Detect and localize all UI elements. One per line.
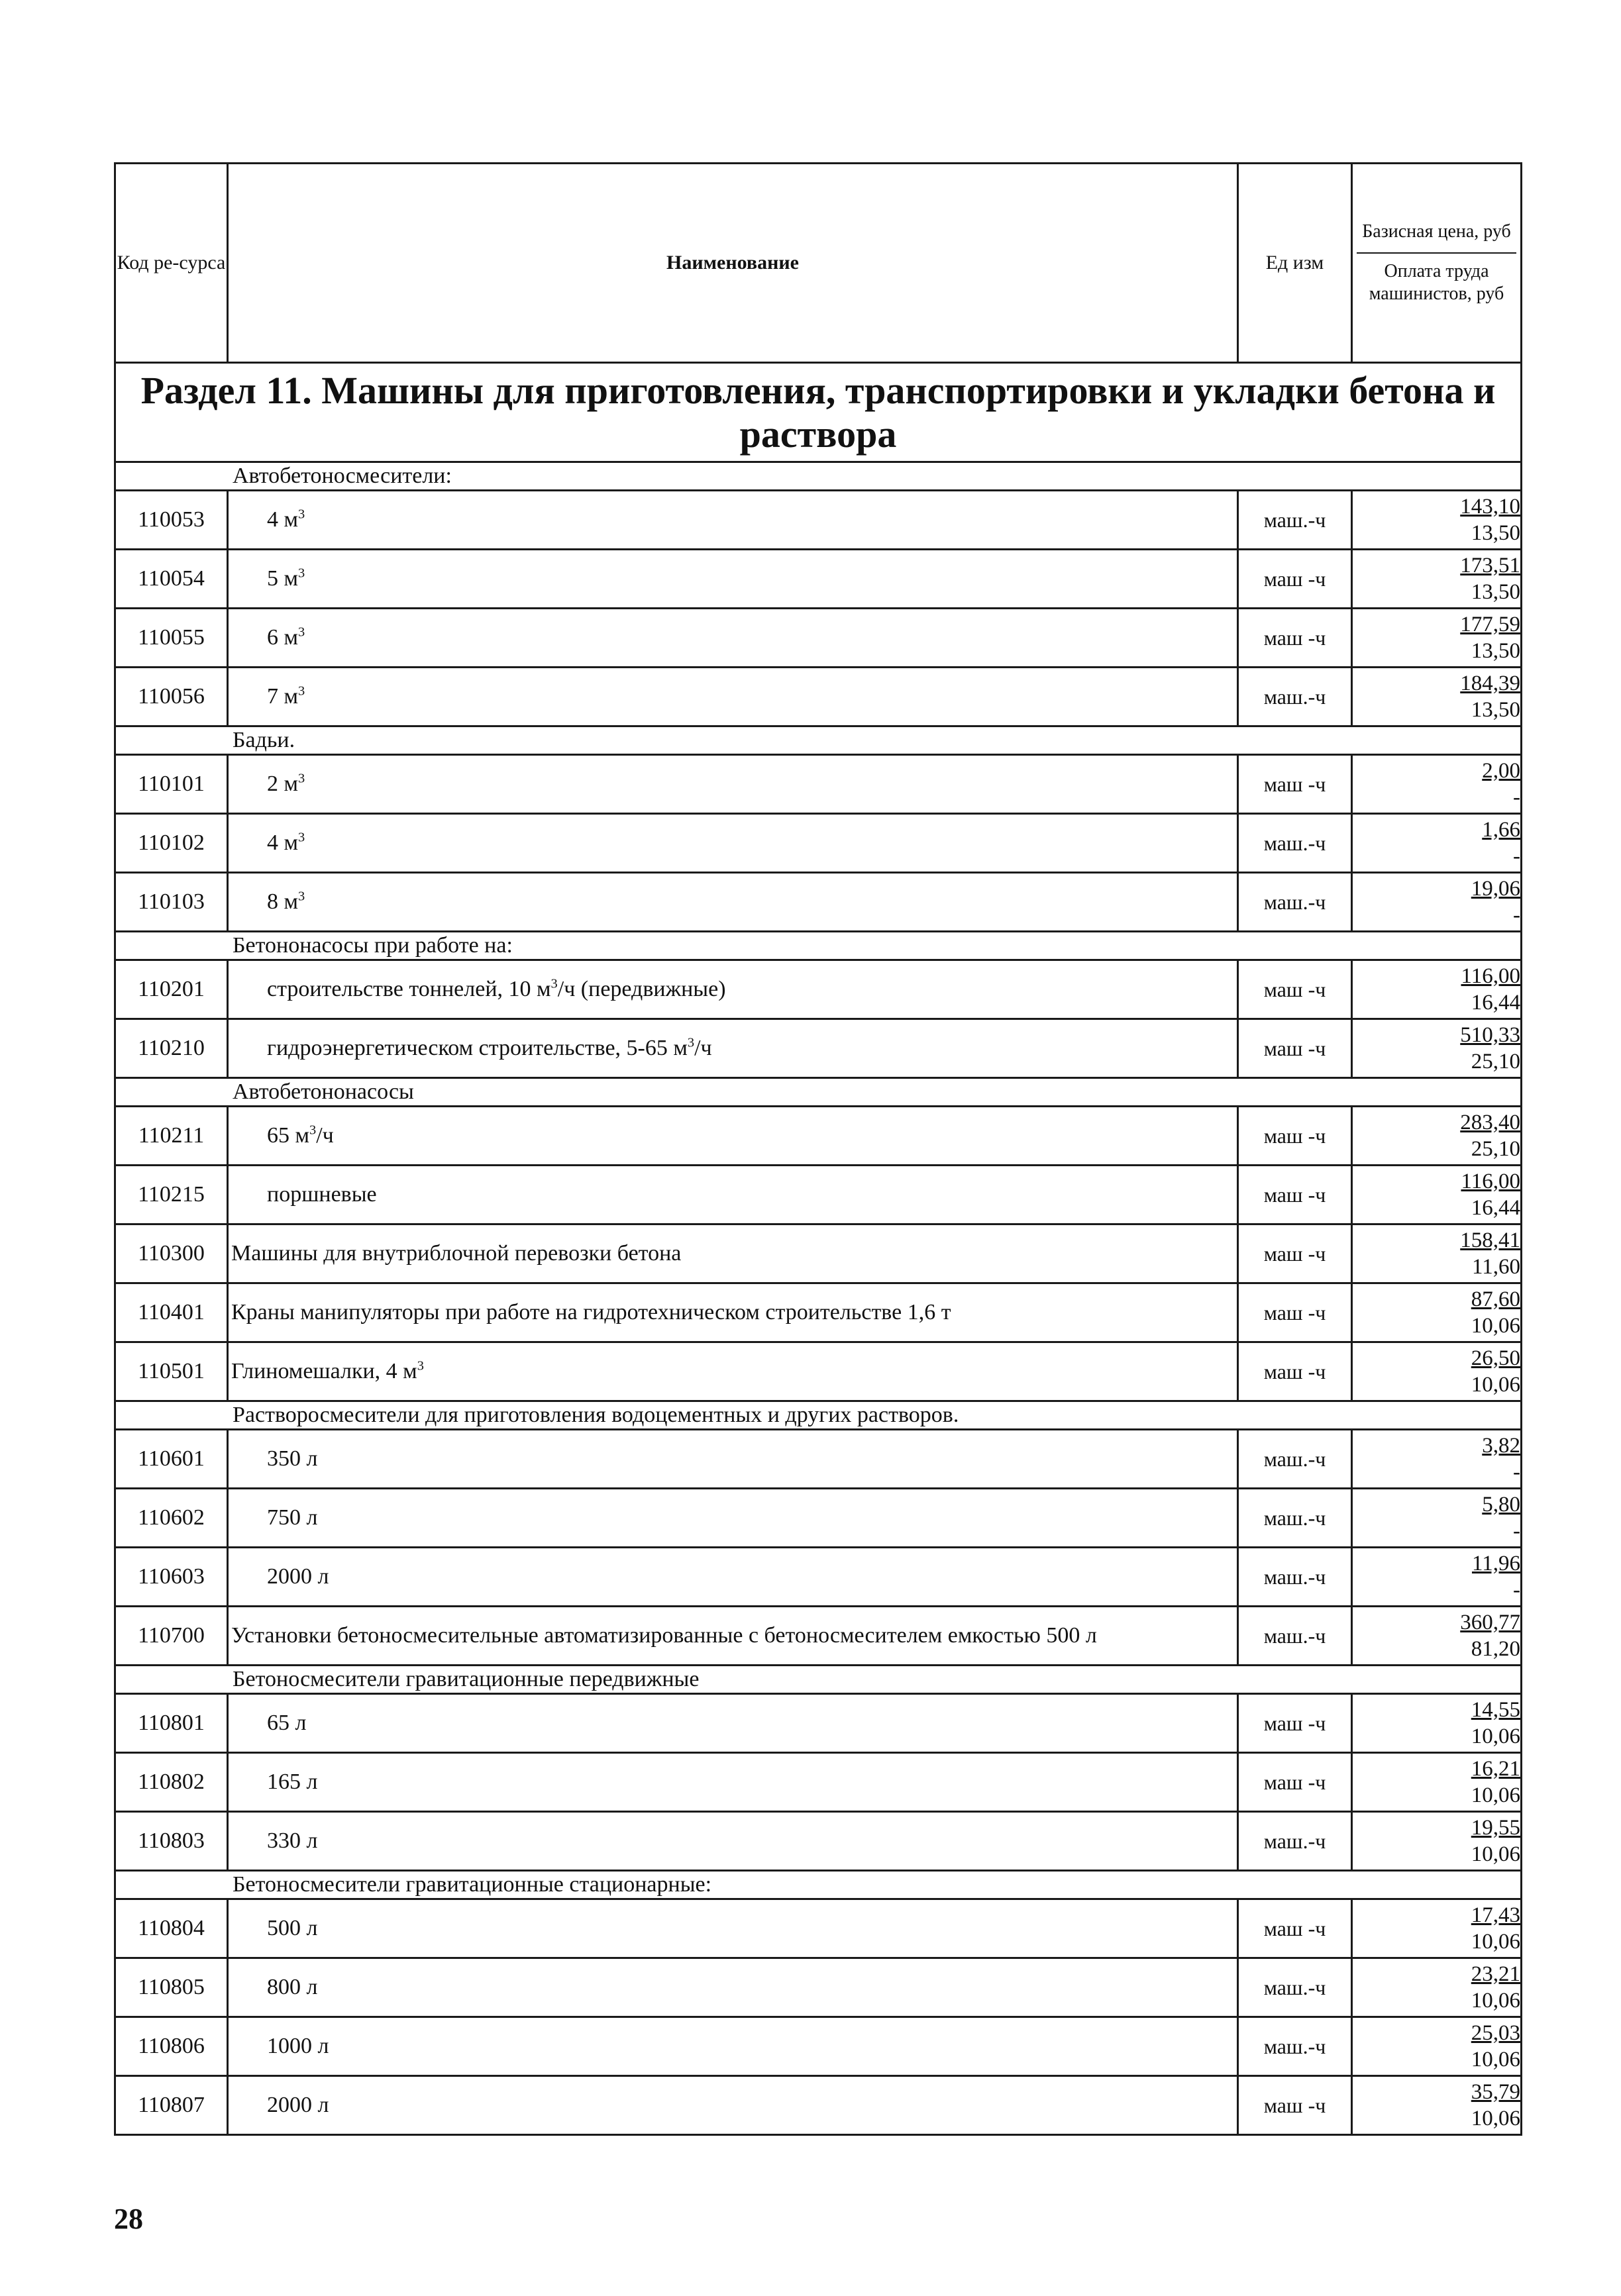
group-title: Бетоносмесители гравитационные передвижные xyxy=(115,1666,1522,1694)
resource-name xyxy=(228,1342,1238,1401)
price-cell xyxy=(1352,1607,1522,1666)
price-cell xyxy=(1352,1283,1522,1342)
price-cell xyxy=(1352,1430,1522,1489)
resource-code: 110053 xyxy=(115,491,228,550)
table-row xyxy=(115,960,1522,1019)
base-price: 26,50 xyxy=(1471,1346,1520,1370)
price-cell xyxy=(1352,1342,1522,1401)
unit: маш -ч xyxy=(1238,1342,1352,1401)
resource-name-text: 4 м xyxy=(267,830,299,855)
resource-code: 110056 xyxy=(115,668,228,726)
resource-name xyxy=(228,1224,1238,1283)
base-price: 184,39 xyxy=(1460,672,1520,695)
resource-name-text: Глиномешалки, 4 м xyxy=(231,1359,417,1383)
operator-wage: 13,50 xyxy=(1471,580,1520,604)
group-row xyxy=(115,932,1522,960)
resource-name-text: 800 л xyxy=(267,1975,318,1999)
resource-name-text: 2 м xyxy=(267,772,299,796)
table-row xyxy=(115,550,1522,609)
price-cell xyxy=(1352,873,1522,932)
operator-wage: - xyxy=(1513,785,1520,809)
unit: маш -ч xyxy=(1238,1019,1352,1078)
header-base-price: Базисная цена, руб xyxy=(1357,221,1516,254)
resource-name-text: 5 м xyxy=(267,566,299,591)
operator-wage: 10,06 xyxy=(1471,2107,1520,2130)
table-row xyxy=(115,873,1522,932)
table-row xyxy=(115,1899,1522,1958)
group-row xyxy=(115,462,1522,491)
operator-wage: 16,44 xyxy=(1471,991,1520,1015)
group-title: Растворосмесители для приготовления водоцементных и других растворов. xyxy=(115,1401,1522,1430)
base-price: 283,40 xyxy=(1460,1111,1520,1134)
resource-code: 110103 xyxy=(115,873,228,932)
resource-name xyxy=(228,1958,1238,2017)
header-wage: Оплата труда машинистов, руб xyxy=(1369,261,1504,304)
page-number: 28 xyxy=(114,2203,143,2235)
resource-code: 110801 xyxy=(115,1694,228,1753)
base-price: 173,51 xyxy=(1460,554,1520,577)
resource-name xyxy=(228,1899,1238,1958)
resource-code: 110602 xyxy=(115,1489,228,1548)
superscript: 3 xyxy=(309,1123,317,1138)
base-price: 360,77 xyxy=(1460,1611,1520,1634)
base-price: 11,96 xyxy=(1471,1552,1520,1575)
resource-name xyxy=(228,1166,1238,1224)
unit: маш.-ч xyxy=(1238,873,1352,932)
resource-name-text: Машины для внутриблочной перевозки бетона xyxy=(231,1241,682,1266)
resource-code: 110805 xyxy=(115,1958,228,2017)
base-price: 25,03 xyxy=(1471,2021,1520,2045)
group-row xyxy=(115,726,1522,755)
resource-code: 110802 xyxy=(115,1753,228,1812)
group-title: Автобетоносмесители: xyxy=(115,462,1522,491)
superscript: 3 xyxy=(298,566,305,581)
operator-wage: 10,06 xyxy=(1471,1930,1520,1954)
price-cell xyxy=(1352,668,1522,726)
resource-name xyxy=(228,1107,1238,1166)
resource-name-text: 2000 л xyxy=(267,1564,329,1589)
resource-name-text: 6 м xyxy=(267,625,299,650)
unit: маш -ч xyxy=(1238,755,1352,814)
operator-wage: 10,06 xyxy=(1471,2048,1520,2071)
table-row xyxy=(115,755,1522,814)
base-price: 1,66 xyxy=(1482,818,1520,842)
base-price: 5,80 xyxy=(1482,1493,1520,1517)
resource-name-text: 4 м xyxy=(267,507,299,532)
price-cell xyxy=(1352,1899,1522,1958)
resource-code: 110807 xyxy=(115,2076,228,2135)
resource-name xyxy=(228,1430,1238,1489)
unit: маш -ч xyxy=(1238,1283,1352,1342)
unit: маш -ч xyxy=(1238,1166,1352,1224)
table-row xyxy=(115,1283,1522,1342)
unit: маш -ч xyxy=(1238,1899,1352,1958)
resource-name-text: 750 л xyxy=(267,1505,318,1530)
group-row xyxy=(115,1401,1522,1430)
unit: маш.-ч xyxy=(1238,1430,1352,1489)
price-cell xyxy=(1352,2076,1522,2135)
group-row xyxy=(115,1666,1522,1694)
price-cell xyxy=(1352,1224,1522,1283)
resource-name xyxy=(228,755,1238,814)
superscript: 3 xyxy=(417,1358,424,1373)
table-row xyxy=(115,1342,1522,1401)
resource-code: 110401 xyxy=(115,1283,228,1342)
resource-name-text: строительстве тоннелей, 10 м xyxy=(267,977,551,1001)
resource-name xyxy=(228,1607,1238,1666)
unit: маш.-ч xyxy=(1238,1812,1352,1871)
price-cell xyxy=(1352,1019,1522,1078)
table-row xyxy=(115,668,1522,726)
resource-code: 110201 xyxy=(115,960,228,1019)
resource-name-rest: /ч xyxy=(316,1123,334,1148)
unit: маш -ч xyxy=(1238,960,1352,1019)
resource-code: 110102 xyxy=(115,814,228,873)
unit: маш.-ч xyxy=(1238,491,1352,550)
price-cell xyxy=(1352,1812,1522,1871)
operator-wage: 13,50 xyxy=(1471,698,1520,722)
header-code: Код ре-сурса xyxy=(115,164,228,363)
table-row xyxy=(115,1166,1522,1224)
table-row xyxy=(115,1489,1522,1548)
resource-name xyxy=(228,609,1238,668)
resource-code: 110803 xyxy=(115,1812,228,1871)
base-price: 143,10 xyxy=(1460,495,1520,519)
superscript: 3 xyxy=(298,889,305,904)
price-cell xyxy=(1352,814,1522,873)
resource-name xyxy=(228,2017,1238,2076)
resource-name xyxy=(228,1283,1238,1342)
table-row xyxy=(115,1019,1522,1078)
operator-wage: 11,60 xyxy=(1471,1255,1520,1279)
operator-wage: 16,44 xyxy=(1471,1196,1520,1220)
resource-code: 110055 xyxy=(115,609,228,668)
price-table xyxy=(114,162,1522,2136)
header-name: Наименование xyxy=(228,164,1238,363)
group-title: Бетононасосы при работе на: xyxy=(115,932,1522,960)
base-price: 510,33 xyxy=(1460,1023,1520,1047)
group-row xyxy=(115,1871,1522,1899)
table-row xyxy=(115,1753,1522,1812)
resource-name-text: 2000 л xyxy=(267,2093,329,2117)
price-cell xyxy=(1352,960,1522,1019)
group-title: Бадьи. xyxy=(115,726,1522,755)
resource-name xyxy=(228,550,1238,609)
operator-wage: - xyxy=(1513,1460,1520,1484)
group-title: Автобетононасосы xyxy=(115,1078,1522,1107)
price-cell xyxy=(1352,1548,1522,1607)
superscript: 3 xyxy=(298,507,305,522)
resource-name-text: 7 м xyxy=(267,684,299,709)
operator-wage: 10,06 xyxy=(1471,1989,1520,2013)
unit: маш -ч xyxy=(1238,1694,1352,1753)
resource-name-text: 65 м xyxy=(267,1123,310,1148)
superscript: 3 xyxy=(298,624,305,640)
operator-wage: 81,20 xyxy=(1471,1637,1520,1661)
resource-name-text: 1000 л xyxy=(267,2034,329,2058)
resource-name-rest: /ч xyxy=(694,1036,712,1060)
unit: маш -ч xyxy=(1238,1753,1352,1812)
resource-code: 110210 xyxy=(115,1019,228,1078)
base-price: 3,82 xyxy=(1482,1434,1520,1458)
resource-name-text: гидроэнергетическом строительстве, 5-65 м xyxy=(267,1036,688,1060)
resource-name xyxy=(228,814,1238,873)
base-price: 23,21 xyxy=(1471,1962,1520,1986)
resource-name-text: Краны манипуляторы при работе на гидротехническом строительстве 1,6 т xyxy=(231,1300,951,1324)
resource-name-text: 350 л xyxy=(267,1446,318,1471)
resource-name-text: поршневые xyxy=(267,1182,377,1207)
resource-name-text: 500 л xyxy=(267,1916,318,1940)
table-row xyxy=(115,1224,1522,1283)
resource-name-text: 8 м xyxy=(267,889,299,914)
operator-wage: 10,06 xyxy=(1471,1842,1520,1866)
base-price: 116,00 xyxy=(1461,1170,1520,1193)
operator-wage: 10,06 xyxy=(1471,1373,1520,1397)
table-row xyxy=(115,1107,1522,1166)
resource-name xyxy=(228,1753,1238,1812)
table-row xyxy=(115,1607,1522,1666)
base-price: 116,00 xyxy=(1461,964,1520,988)
operator-wage: - xyxy=(1513,903,1520,927)
unit: маш.-ч xyxy=(1238,1548,1352,1607)
operator-wage: - xyxy=(1513,1519,1520,1543)
price-cell xyxy=(1352,1166,1522,1224)
superscript: 3 xyxy=(298,771,305,786)
resource-code: 110603 xyxy=(115,1548,228,1607)
resource-name-text: 330 л xyxy=(267,1828,318,1853)
resource-code: 110700 xyxy=(115,1607,228,1666)
unit: маш -ч xyxy=(1238,1224,1352,1283)
resource-name xyxy=(228,960,1238,1019)
base-price: 177,59 xyxy=(1460,613,1520,636)
price-cell xyxy=(1352,491,1522,550)
unit: маш -ч xyxy=(1238,1107,1352,1166)
group-row xyxy=(115,1078,1522,1107)
resource-name-text: Установки бетоносмесительные автоматизированные с бетоносмесителем емкостью 500 л xyxy=(231,1623,1097,1648)
price-cell xyxy=(1352,1489,1522,1548)
operator-wage: - xyxy=(1513,844,1520,868)
table-row xyxy=(115,814,1522,873)
header-price xyxy=(1352,164,1522,363)
section-title: Раздел 11. Машины для приготовления, транспортировки и укладки бетона и раствора xyxy=(115,363,1522,462)
table-header-row xyxy=(115,164,1522,363)
table-row xyxy=(115,1548,1522,1607)
price-cell xyxy=(1352,1958,1522,2017)
resource-name xyxy=(228,2076,1238,2135)
resource-code: 110215 xyxy=(115,1166,228,1224)
unit: маш -ч xyxy=(1238,2076,1352,2135)
unit: маш.-ч xyxy=(1238,668,1352,726)
group-title: Бетоносмесители гравитационные стационарные: xyxy=(115,1871,1522,1899)
resource-name-rest: /ч (передвижные) xyxy=(557,977,726,1001)
unit: маш.-ч xyxy=(1238,1958,1352,2017)
operator-wage: 10,06 xyxy=(1471,1314,1520,1338)
price-cell xyxy=(1352,609,1522,668)
table-row xyxy=(115,2076,1522,2135)
price-cell xyxy=(1352,550,1522,609)
resource-name-text: 165 л xyxy=(267,1770,318,1794)
base-price: 17,43 xyxy=(1471,1903,1520,1927)
resource-code: 110501 xyxy=(115,1342,228,1401)
unit: маш.-ч xyxy=(1238,1489,1352,1548)
table-row xyxy=(115,491,1522,550)
base-price: 35,79 xyxy=(1471,2080,1520,2104)
header-unit: Ед изм xyxy=(1238,164,1352,363)
resource-name xyxy=(228,1548,1238,1607)
superscript: 3 xyxy=(550,976,558,991)
base-price: 19,55 xyxy=(1471,1816,1520,1840)
unit: маш.-ч xyxy=(1238,2017,1352,2076)
price-cell xyxy=(1352,755,1522,814)
resource-code: 110211 xyxy=(115,1107,228,1166)
operator-wage: 13,50 xyxy=(1471,639,1520,663)
resource-name xyxy=(228,1489,1238,1548)
section-title-row xyxy=(115,363,1522,462)
superscript: 3 xyxy=(298,683,305,699)
base-price: 2,00 xyxy=(1482,759,1520,783)
base-price: 158,41 xyxy=(1460,1228,1520,1252)
resource-name xyxy=(228,1694,1238,1753)
resource-name-text: 65 л xyxy=(267,1711,307,1735)
price-cell xyxy=(1352,1694,1522,1753)
base-price: 19,06 xyxy=(1471,877,1520,901)
operator-wage: 10,06 xyxy=(1471,1724,1520,1748)
resource-name xyxy=(228,668,1238,726)
table-row xyxy=(115,1430,1522,1489)
resource-name xyxy=(228,491,1238,550)
resource-code: 110601 xyxy=(115,1430,228,1489)
base-price: 16,21 xyxy=(1471,1757,1520,1781)
resource-name xyxy=(228,1019,1238,1078)
price-cell xyxy=(1352,1753,1522,1812)
operator-wage: 25,10 xyxy=(1471,1050,1520,1073)
operator-wage: 10,06 xyxy=(1471,1783,1520,1807)
superscript: 3 xyxy=(687,1035,695,1050)
operator-wage: - xyxy=(1513,1578,1520,1602)
table-row xyxy=(115,1812,1522,1871)
resource-code: 110054 xyxy=(115,550,228,609)
unit: маш.-ч xyxy=(1238,814,1352,873)
base-price: 14,55 xyxy=(1471,1698,1520,1722)
resource-name xyxy=(228,1812,1238,1871)
resource-code: 110804 xyxy=(115,1899,228,1958)
operator-wage: 25,10 xyxy=(1471,1137,1520,1161)
table-row xyxy=(115,2017,1522,2076)
resource-name xyxy=(228,873,1238,932)
price-cell xyxy=(1352,2017,1522,2076)
price-cell xyxy=(1352,1107,1522,1166)
resource-code: 110806 xyxy=(115,2017,228,2076)
unit: маш -ч xyxy=(1238,609,1352,668)
resource-code: 110101 xyxy=(115,755,228,814)
operator-wage: 13,50 xyxy=(1471,521,1520,545)
table-row xyxy=(115,1694,1522,1753)
superscript: 3 xyxy=(298,830,305,845)
table-row xyxy=(115,609,1522,668)
resource-code: 110300 xyxy=(115,1224,228,1283)
unit: маш -ч xyxy=(1238,550,1352,609)
unit: маш.-ч xyxy=(1238,1607,1352,1666)
base-price: 87,60 xyxy=(1471,1287,1520,1311)
table-row xyxy=(115,1958,1522,2017)
